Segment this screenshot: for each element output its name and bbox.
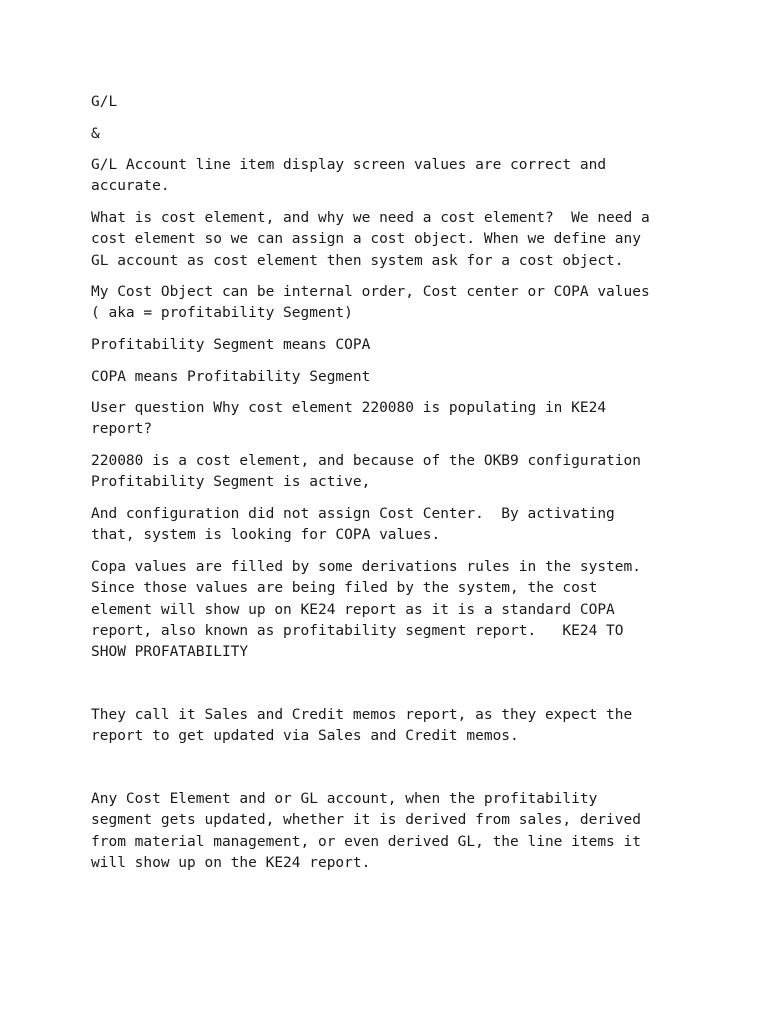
paragraph-gl-account-display: G/L Account line item display screen values are correct and accurate. <box>91 157 607 195</box>
paragraph-ke24-line-items: Any Cost Element and or GL account, when the profitability segment gets updated, whether it is derived from sales, derived from material management, or even derived GL, the line items it will show up on the KE24 report. <box>91 791 641 871</box>
paragraph-okb9-configuration: 220080 is a cost element, and because of the OKB9 configuration Profitability Segment is active, <box>91 453 641 491</box>
ampersand-line: & <box>91 126 100 142</box>
paragraph-profitability-segment-means-copa: Profitability Segment means COPA <box>91 337 371 353</box>
paragraph-cost-element-definition: What is cost element, and why we need a cost element? We need a cost element so we can assign a cost object. When we define any GL account as cost element then system ask for a cost object. <box>91 210 650 269</box>
paragraph-cost-object: My Cost Object can be internal order, Cost center or COPA values ( aka = profitability Segment) <box>91 284 650 322</box>
paragraph-sales-credit-memos: They call it Sales and Credit memos report, as they expect the report to get updated via Sales and Credit memos. <box>91 707 633 745</box>
heading-gl: G/L <box>91 94 118 110</box>
paragraph-user-question: User question Why cost element 220080 is populating in KE24 report? <box>91 400 607 438</box>
paragraph-cost-center-assignment: And configuration did not assign Cost Center. By activating that, system is looking for COPA values. <box>91 506 615 544</box>
paragraph-copa-means-profitability-segment: COPA means Profitability Segment <box>91 369 371 385</box>
paragraph-copa-derivations: Copa values are filled by some derivations rules in the system. Since those values are being filed by the system, the cost element will show up on KE24 report as it is a standard COPA report, also known as profitability segment report. KE24 TO SHOW PROFATABILITY <box>91 559 641 661</box>
